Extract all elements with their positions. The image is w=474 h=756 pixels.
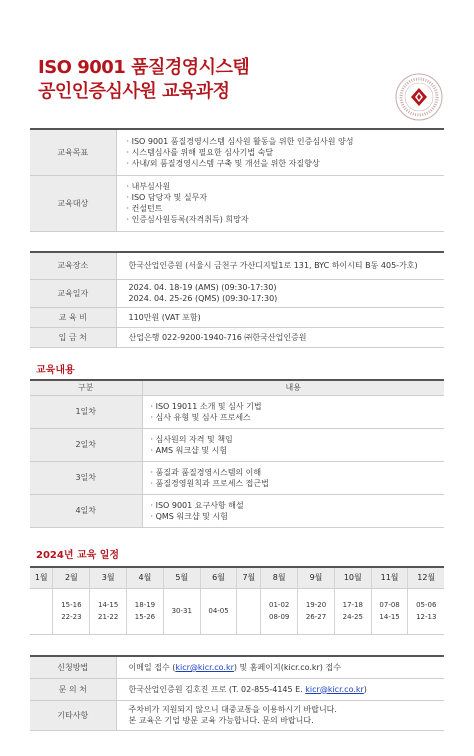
place-row	[30, 252, 444, 279]
section-title-calendar: 2024년 교육 일정	[36, 550, 120, 561]
month-header: 11월	[371, 567, 408, 588]
month-dates-cell	[30, 588, 53, 634]
title-line-1: ISO 9001 품질경영시스템	[38, 57, 250, 78]
month-header: 8월	[261, 567, 298, 588]
fee-row	[30, 307, 444, 327]
date-range: 12-13	[416, 613, 437, 621]
date-range: 22-23	[61, 613, 82, 621]
column-header-day: 구분	[30, 380, 142, 395]
apply-row	[30, 656, 444, 678]
list-item: · 사내/외 품질경영시스템 구축 및 개선을 위한 자질향상	[127, 158, 445, 169]
inquiry-email-link[interactable]: kicr@kicr.co.kr	[305, 684, 364, 694]
apply-label: 신청방법	[30, 656, 116, 678]
date-range: 26-27	[305, 613, 327, 621]
month-header: 7월	[237, 567, 261, 588]
table-row	[30, 428, 444, 461]
date-range: 15-16	[61, 601, 82, 609]
month-header-row	[30, 567, 444, 588]
list-item: · AMS 워크샵 및 시험	[151, 445, 445, 456]
table-row	[30, 494, 444, 527]
place-value: 한국산업인증원 (서울시 금천구 가산디지털1로 131, BYC 하이시티 B동 405-가호)	[116, 252, 444, 279]
date-row	[30, 279, 444, 307]
date-range: 05-06	[416, 601, 437, 609]
section-title-content: 교육내용	[36, 365, 75, 376]
date-label: 교육일자	[30, 279, 116, 307]
goal-label: 교육목표	[30, 129, 116, 175]
day-label: 3일차	[30, 461, 142, 494]
etc-line-parking: 주차비가 지원되지 않으니 대중교통을 이용하시기 바랍니다.	[128, 705, 337, 714]
date-range: 21-22	[97, 613, 119, 621]
header	[0, 0, 474, 130]
month-dates-cell	[200, 588, 237, 634]
table-header-row	[30, 380, 444, 395]
month-dates-cell	[53, 588, 90, 634]
account-label: 입 금 처	[30, 327, 116, 347]
target-row	[30, 175, 444, 231]
date-range: 04-05	[208, 607, 229, 615]
month-dates-cell	[298, 588, 335, 634]
list-item: · ISO 19011 소개 및 심사 기법	[151, 401, 445, 412]
inquiry-value	[116, 678, 444, 700]
day-label: 1일차	[30, 395, 142, 428]
apply-suffix: ) 및 홈페이지(kicr.co.kr) 접수	[233, 662, 341, 672]
place-label: 교육장소	[30, 252, 116, 279]
month-header: 10월	[334, 567, 371, 588]
month-header: 6월	[200, 567, 237, 588]
month-header: 4월	[127, 567, 164, 588]
date-range: 17-18	[342, 601, 363, 609]
list-item: · 컨설턴트	[127, 203, 445, 214]
inquiry-suffix: )	[363, 684, 367, 694]
month-header: 2월	[53, 567, 90, 588]
apply-email-link[interactable]: kicr@kicr.co.kr	[175, 662, 234, 672]
title-line-2: 공인인증심사원 교육과정	[38, 81, 230, 102]
column-header-content: 내용	[142, 380, 444, 395]
day-label: 2일차	[30, 428, 142, 461]
month-dates-cell	[163, 588, 200, 634]
date-line-qms: 2024. 04. 25-26 (QMS) (09:30-17:30)	[128, 294, 278, 303]
account-row	[30, 327, 444, 347]
apply-prefix: 이메일 접수 (	[128, 662, 176, 672]
month-header: 9월	[298, 567, 335, 588]
inquiry-row	[30, 678, 444, 700]
page-title	[38, 56, 249, 104]
goal-row	[30, 129, 444, 175]
date-range: 19-20	[305, 601, 327, 609]
table-row	[30, 461, 444, 494]
month-header: 1월	[30, 567, 53, 588]
list-item: · 시스템심사를 위해 필요한 심사기법 숙달	[127, 147, 445, 158]
date-range: 14-15	[379, 613, 400, 621]
apply-value	[116, 656, 444, 678]
month-dates-cell	[371, 588, 408, 634]
dates-row	[30, 588, 444, 634]
table-row	[30, 395, 444, 428]
inquiry-label: 문 의 처	[30, 678, 116, 700]
month-dates-cell	[127, 588, 164, 634]
annual-schedule-table	[30, 566, 444, 635]
month-dates-cell	[90, 588, 127, 634]
month-dates-cell	[408, 588, 444, 634]
etc-label: 기타사항	[30, 700, 116, 730]
date-range: 01-02	[269, 601, 290, 609]
list-item: · QMS 워크샵 및 시험	[151, 511, 445, 522]
course-logistics-table	[30, 251, 444, 348]
course-overview-table	[30, 128, 444, 232]
certification-logo-icon	[395, 73, 443, 121]
list-item: · ISO 담당자 및 실무자	[127, 192, 445, 203]
course-content-table	[30, 379, 444, 528]
target-label: 교육대상	[30, 175, 116, 231]
etc-row	[30, 700, 444, 730]
etc-line-visit: 본 교육은 기업 방문 교육 가능합니다. 문의 바랍니다.	[128, 716, 314, 725]
date-range: 24-25	[342, 613, 363, 621]
list-item: · ISO 9001 품질경영시스템 심사원 활동을 위한 인증심사원 양성	[127, 136, 445, 147]
date-range: 15-26	[134, 613, 156, 621]
fee-label: 교 육 비	[30, 307, 116, 327]
month-header: 5월	[163, 567, 200, 588]
account-value: 산업은행 022-9200-1940-716 ㈜한국산업인증원	[116, 327, 444, 347]
date-range: 30-31	[171, 607, 192, 615]
date-range: 08-09	[269, 613, 290, 621]
target-list	[127, 181, 445, 225]
contact-info-table	[30, 655, 444, 731]
list-item: · 내부심사원	[127, 181, 445, 192]
inquiry-prefix: 한국산업인증원 김호진 프로 (T. 02-855-4145 E.	[128, 684, 306, 694]
list-item: · 심사 유형 및 심사 프로세스	[151, 412, 445, 423]
date-range: 07-08	[379, 601, 400, 609]
goal-list	[127, 136, 445, 169]
list-item: · ISO 9001 요구사항 해설	[151, 500, 445, 511]
list-item: · 심사원의 자격 및 책임	[151, 434, 445, 445]
list-item: · 품질과 품질경영시스템의 이해	[151, 467, 445, 478]
list-item: · 품질경영원칙과 프로세스 접근법	[151, 478, 445, 489]
date-range: 18-19	[134, 601, 156, 609]
date-range: 14-15	[97, 601, 119, 609]
date-line-ams: 2024. 04. 18-19 (AMS) (09:30-17:30)	[128, 283, 277, 292]
day-label: 4일차	[30, 494, 142, 527]
month-dates-cell	[237, 588, 261, 634]
month-dates-cell	[334, 588, 371, 634]
list-item: · 인증심사원등록(자격취득) 희망자	[127, 214, 445, 225]
fee-value: 110만원 (VAT 포함)	[116, 307, 444, 327]
month-header: 3월	[90, 567, 127, 588]
month-dates-cell	[261, 588, 298, 634]
month-header: 12월	[408, 567, 444, 588]
